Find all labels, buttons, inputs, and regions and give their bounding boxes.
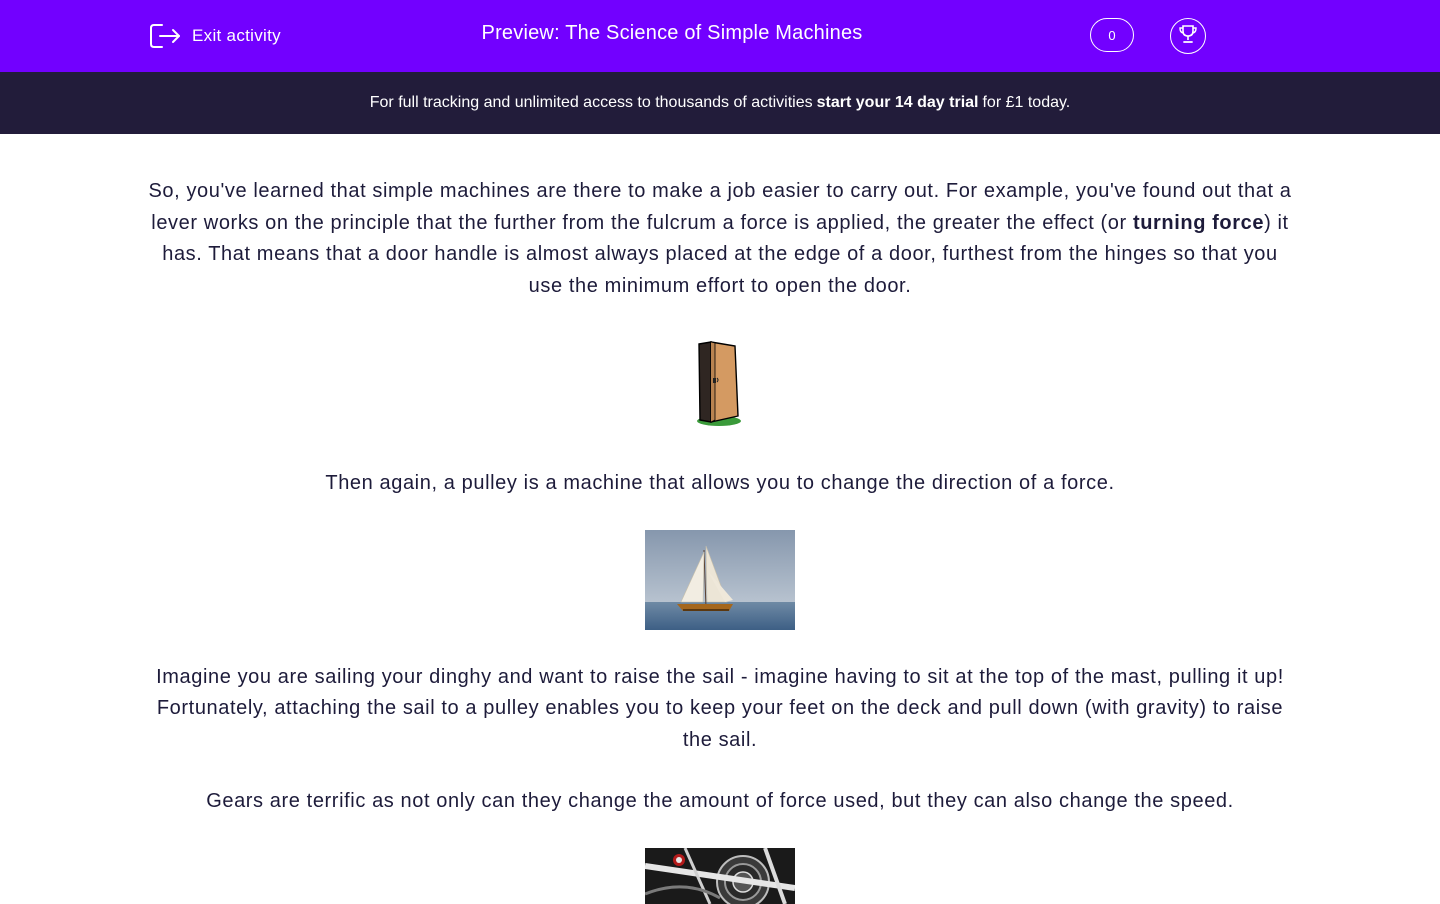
page-title: Preview: The Science of Simple Machines xyxy=(481,22,863,44)
paragraph-pulley: Then again, a pulley is a machine that allows you to change the direction of a force. xyxy=(325,472,1115,494)
promo-text-end: for £1 today. xyxy=(982,94,1071,111)
paragraph-lever xyxy=(148,176,1292,302)
paragraph-lever-text-end: ) it has. That means that a door handle is almost always placed at the edge of a door, furthest from the hinges so that you use the minimum effort to open the door. xyxy=(162,211,1289,297)
sailboat-photo xyxy=(148,530,1292,630)
door-illustration xyxy=(148,338,1292,428)
trophy-button[interactable] xyxy=(1170,18,1206,54)
lesson-content xyxy=(148,176,1292,904)
promo-text: For full tracking and unlimited access to thousands of activities xyxy=(369,94,813,111)
turning-force-term: turning force xyxy=(1132,211,1265,234)
score-badge: 0 xyxy=(1090,18,1134,52)
bicycle-gears-photo xyxy=(148,848,1292,904)
paragraph-gears: Gears are terrific as not only can they change the amount of force used, but they can also change the speed. xyxy=(206,790,1234,812)
paragraph-sailing: Imagine you are sailing your dinghy and want to raise the sail - imagine having to sit at the top of the mast, pulling it up! Fortunately, attaching the sail to a pulley enables you to keep your feet on the deck and pull down (with gravity) to raise the sail. xyxy=(156,665,1284,751)
trial-link[interactable]: start your 14 day trial xyxy=(816,94,979,111)
exit-activity-label: Exit activity xyxy=(192,26,281,45)
trial-promo-banner xyxy=(0,72,1440,134)
paragraph-lever-text: So, you've learned that simple machines are there to make a job easier to carry out. For example, you've found out that a lever works on the principle that the further from the fulcrum a force is applied, the greater the effect (or xyxy=(148,180,1292,234)
top-bar xyxy=(0,0,1440,72)
trophy-icon xyxy=(1177,23,1199,50)
